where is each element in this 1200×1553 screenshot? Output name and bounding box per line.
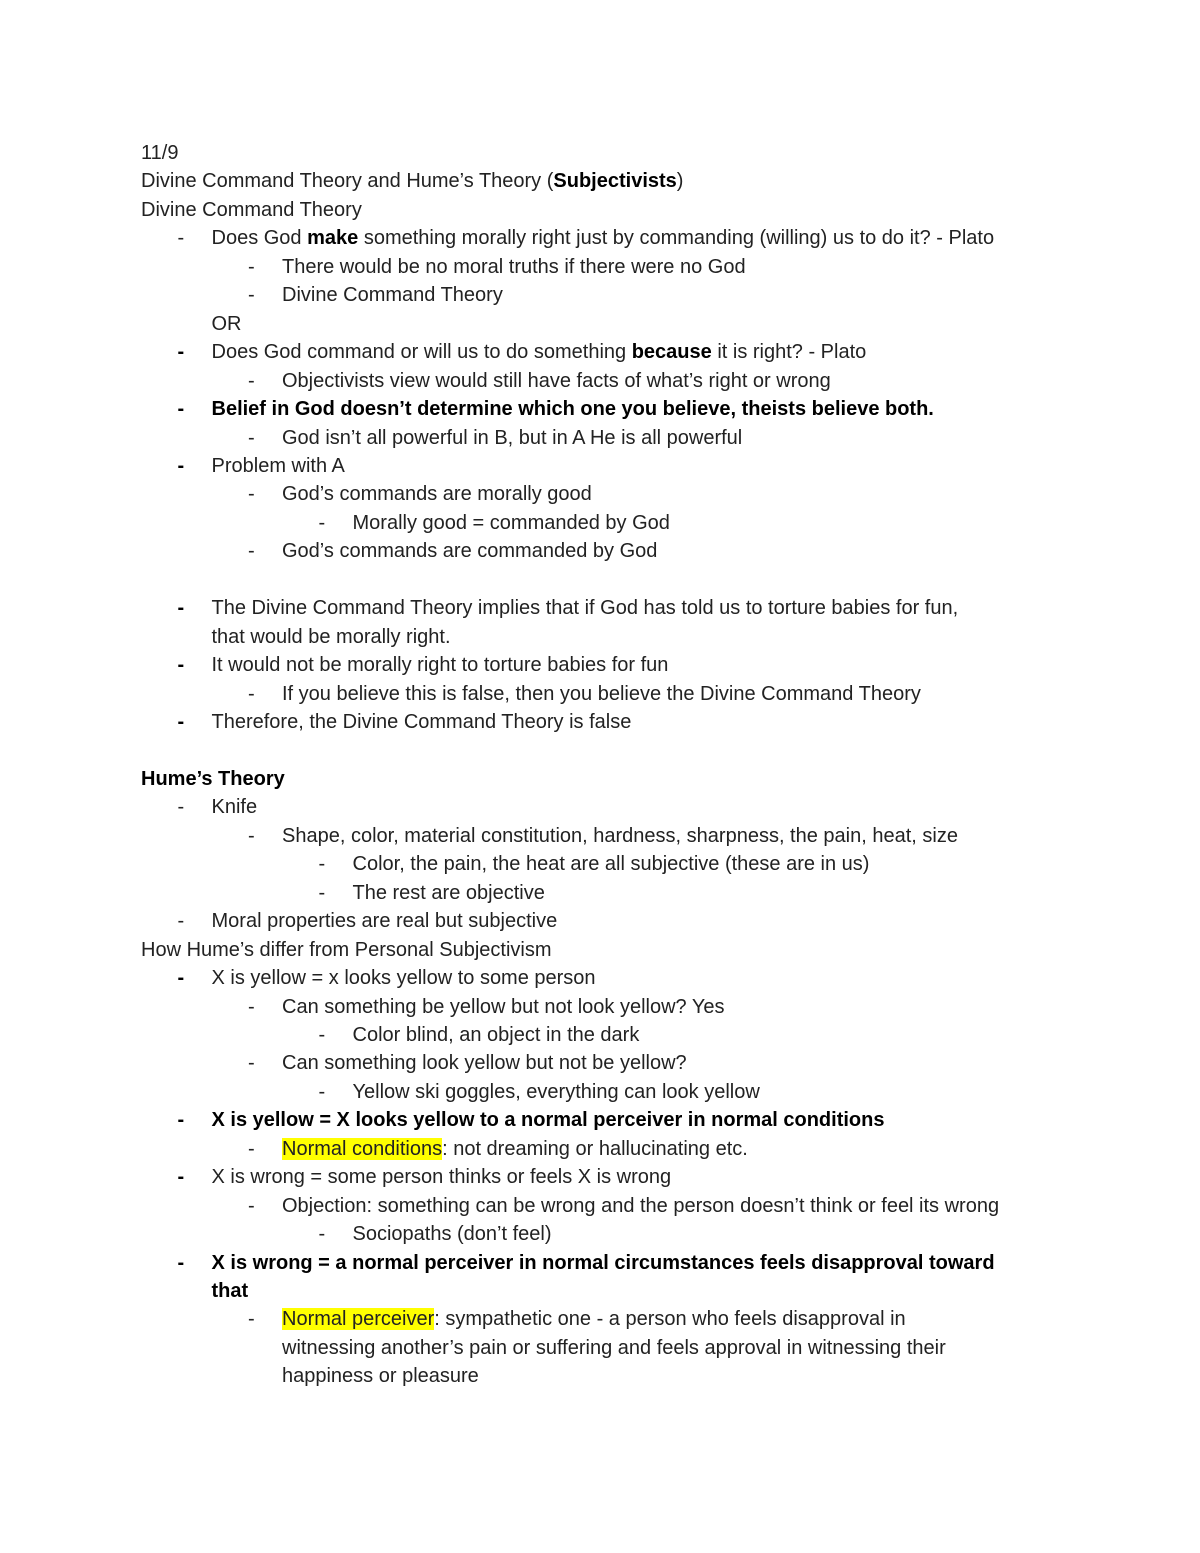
- bullet-dash: -: [248, 540, 255, 563]
- text-segment: God isn’t all powerful in B, but in A He is all powerful: [282, 426, 743, 449]
- bullet-dash: -: [318, 1223, 326, 1246]
- bullet-dash: -: [248, 824, 255, 847]
- bullet-dash: -: [248, 483, 255, 506]
- text-segment: Knife: [211, 796, 258, 819]
- text-line: [282, 537, 657, 565]
- text-segment: 11/9: [141, 142, 179, 164]
- text-line: [282, 1305, 906, 1333]
- text-segment: : sympathetic one - a person who feels disapproval in: [434, 1308, 906, 1331]
- bullet-dash: -: [248, 682, 255, 705]
- text-line: [212, 1249, 995, 1277]
- highlighted-term: Normal conditions: [282, 1137, 443, 1160]
- text-segment: happiness or pleasure: [282, 1365, 479, 1388]
- bold-text: X is yellow = X looks yellow to a normal perceiver in normal conditions: [211, 1109, 885, 1132]
- text-line: [353, 1078, 760, 1106]
- bullet-dash: -: [248, 1194, 255, 1217]
- text-segment: Color blind, an object in the dark: [352, 1023, 640, 1046]
- text-line: [212, 793, 258, 821]
- text-segment: If you believe this is false, then you believe the Divine Command Theory: [282, 682, 921, 705]
- text-line: [212, 594, 959, 622]
- bullet-dash: -: [177, 967, 185, 990]
- text-segment: something morally right just by commanding (willing) us to do it? - Plato: [358, 227, 995, 250]
- text-line: [282, 1192, 999, 1220]
- text-line: [141, 765, 285, 793]
- bold-text: Hume’s Theory: [141, 767, 285, 790]
- text-segment: It would not be morally right to torture babies for fun: [211, 654, 669, 677]
- bullet-dash: -: [177, 454, 185, 477]
- text-line: [282, 424, 742, 452]
- text-line: [141, 936, 552, 964]
- bullet-dash: -: [318, 853, 326, 876]
- text-line: [212, 395, 934, 423]
- bold-text: make: [307, 227, 359, 250]
- text-line: [212, 1106, 885, 1134]
- text-line: [282, 281, 503, 309]
- bullet-dash: -: [177, 1251, 185, 1274]
- text-line: [212, 964, 596, 992]
- text-line: [212, 623, 451, 651]
- text-segment: Sociopaths (don’t feel): [352, 1223, 552, 1246]
- text-segment: Divine Command Theory: [282, 284, 503, 307]
- text-segment: X is yellow = x looks yellow to some person: [211, 967, 596, 990]
- text-line: [282, 1362, 479, 1390]
- text-line: [282, 993, 725, 1021]
- text-segment: X is wrong = some person thinks or feels X is wrong: [211, 1166, 672, 1189]
- text-line: [282, 480, 592, 508]
- text-segment: Shape, color, material constitution, hardness, sharpness, the pain, heat, size: [282, 824, 958, 847]
- bold-text: Belief in God doesn’t determine which one you believe, theists believe both.: [211, 398, 934, 421]
- text-segment: Divine Command Theory: [141, 198, 362, 221]
- bold-text: X is wrong = a normal perceiver in normal circumstances feels disapproval toward: [211, 1251, 995, 1274]
- text-line: [212, 224, 995, 252]
- text-line: [141, 196, 362, 224]
- bullet-dash: -: [318, 881, 326, 904]
- text-segment: Objection: something can be wrong and the person doesn’t think or feel its wrong: [282, 1194, 1000, 1217]
- bold-text: because: [631, 341, 712, 364]
- text-segment: There would be no moral truths if there were no God: [282, 255, 746, 278]
- text-segment: Moral properties are real but subjective: [211, 910, 558, 933]
- text-line: [282, 680, 921, 708]
- text-line: [212, 651, 669, 679]
- text-segment: God’s commands are commanded by God: [282, 540, 658, 563]
- bullet-dash: -: [248, 995, 255, 1018]
- text-segment: How Hume’s differ from Personal Subjectivism: [141, 938, 552, 961]
- text-segment: Yellow ski goggles, everything can look yellow: [352, 1080, 760, 1103]
- text-segment: Divine Command Theory and Hume’s Theory (: [141, 170, 554, 193]
- text-segment: The rest are objective: [352, 881, 545, 904]
- bullet-dash: -: [248, 369, 255, 392]
- bullet-dash: -: [318, 1023, 326, 1046]
- text-line: [212, 907, 558, 935]
- text-line: [212, 1277, 249, 1305]
- bullet-dash: -: [177, 1109, 185, 1132]
- text-segment: Does God: [211, 227, 308, 250]
- bullet-dash: -: [248, 284, 255, 307]
- bullet-dash: -: [177, 796, 185, 819]
- text-line: [282, 1334, 946, 1362]
- text-line: [212, 452, 345, 480]
- text-segment: OR: [211, 312, 242, 335]
- bullet-dash: -: [248, 1137, 255, 1160]
- text-segment: God’s commands are morally good: [282, 483, 592, 506]
- text-segment: witnessing another’s pain or suffering and feels approval in witnessing their: [282, 1336, 946, 1359]
- text-line: [353, 509, 670, 537]
- bullet-dash: -: [177, 711, 185, 733]
- text-line: [212, 1163, 672, 1191]
- bullet-dash: -: [177, 227, 185, 250]
- bullet-dash: -: [248, 1052, 255, 1075]
- text-segment: Can something be yellow but not look yellow? Yes: [282, 995, 725, 1018]
- bullet-dash: -: [177, 398, 185, 421]
- bullet-dash: -: [318, 511, 326, 534]
- text-segment: it is right? - Plato: [711, 341, 867, 364]
- text-line: [212, 310, 242, 338]
- text-line: [282, 367, 831, 395]
- text-segment: Therefore, the Divine Command Theory is false: [211, 711, 632, 733]
- bullet-dash: -: [177, 910, 185, 933]
- text-segment: Morally good = commanded by God: [352, 511, 670, 534]
- text-line: [282, 253, 746, 281]
- text-line: [282, 822, 958, 850]
- text-line: [353, 1021, 640, 1049]
- bold-text: that: [211, 1280, 249, 1302]
- text-line: [212, 338, 867, 366]
- text-segment: : not dreaming or hallucinating etc.: [442, 1137, 748, 1160]
- text-segment: Does God command or will us to do something: [211, 341, 632, 364]
- text-line: [141, 139, 178, 167]
- text-segment: Can something look yellow but not be yellow?: [282, 1052, 687, 1075]
- bullet-dash: -: [248, 1308, 255, 1331]
- bullet-dash: -: [177, 1166, 185, 1189]
- bullet-dash: -: [177, 341, 185, 364]
- bullet-dash: -: [177, 597, 185, 620]
- text-segment: that would be morally right.: [211, 625, 451, 648]
- text-line: [282, 1135, 748, 1163]
- text-line: [353, 850, 870, 878]
- bullet-dash: -: [248, 426, 255, 449]
- text-line: [282, 1049, 687, 1077]
- text-segment: Objectivists view would still have facts of what’s right or wrong: [282, 369, 831, 392]
- text-line: [141, 167, 683, 195]
- text-line: [353, 879, 545, 907]
- text-line: [212, 708, 632, 736]
- bullet-dash: -: [177, 654, 185, 677]
- text-segment: ): [676, 170, 684, 193]
- text-line: [353, 1220, 552, 1248]
- text-segment: The Divine Command Theory implies that if God has told us to torture babies for fun,: [211, 597, 959, 620]
- bold-text: Subjectivists: [553, 170, 677, 193]
- text-segment: Color, the pain, the heat are all subjective (these are in us): [352, 853, 870, 876]
- bullet-dash: -: [318, 1080, 326, 1103]
- bullet-dash: -: [248, 255, 255, 278]
- highlighted-term: Normal perceiver: [282, 1308, 435, 1331]
- text-segment: Problem with A: [211, 454, 345, 477]
